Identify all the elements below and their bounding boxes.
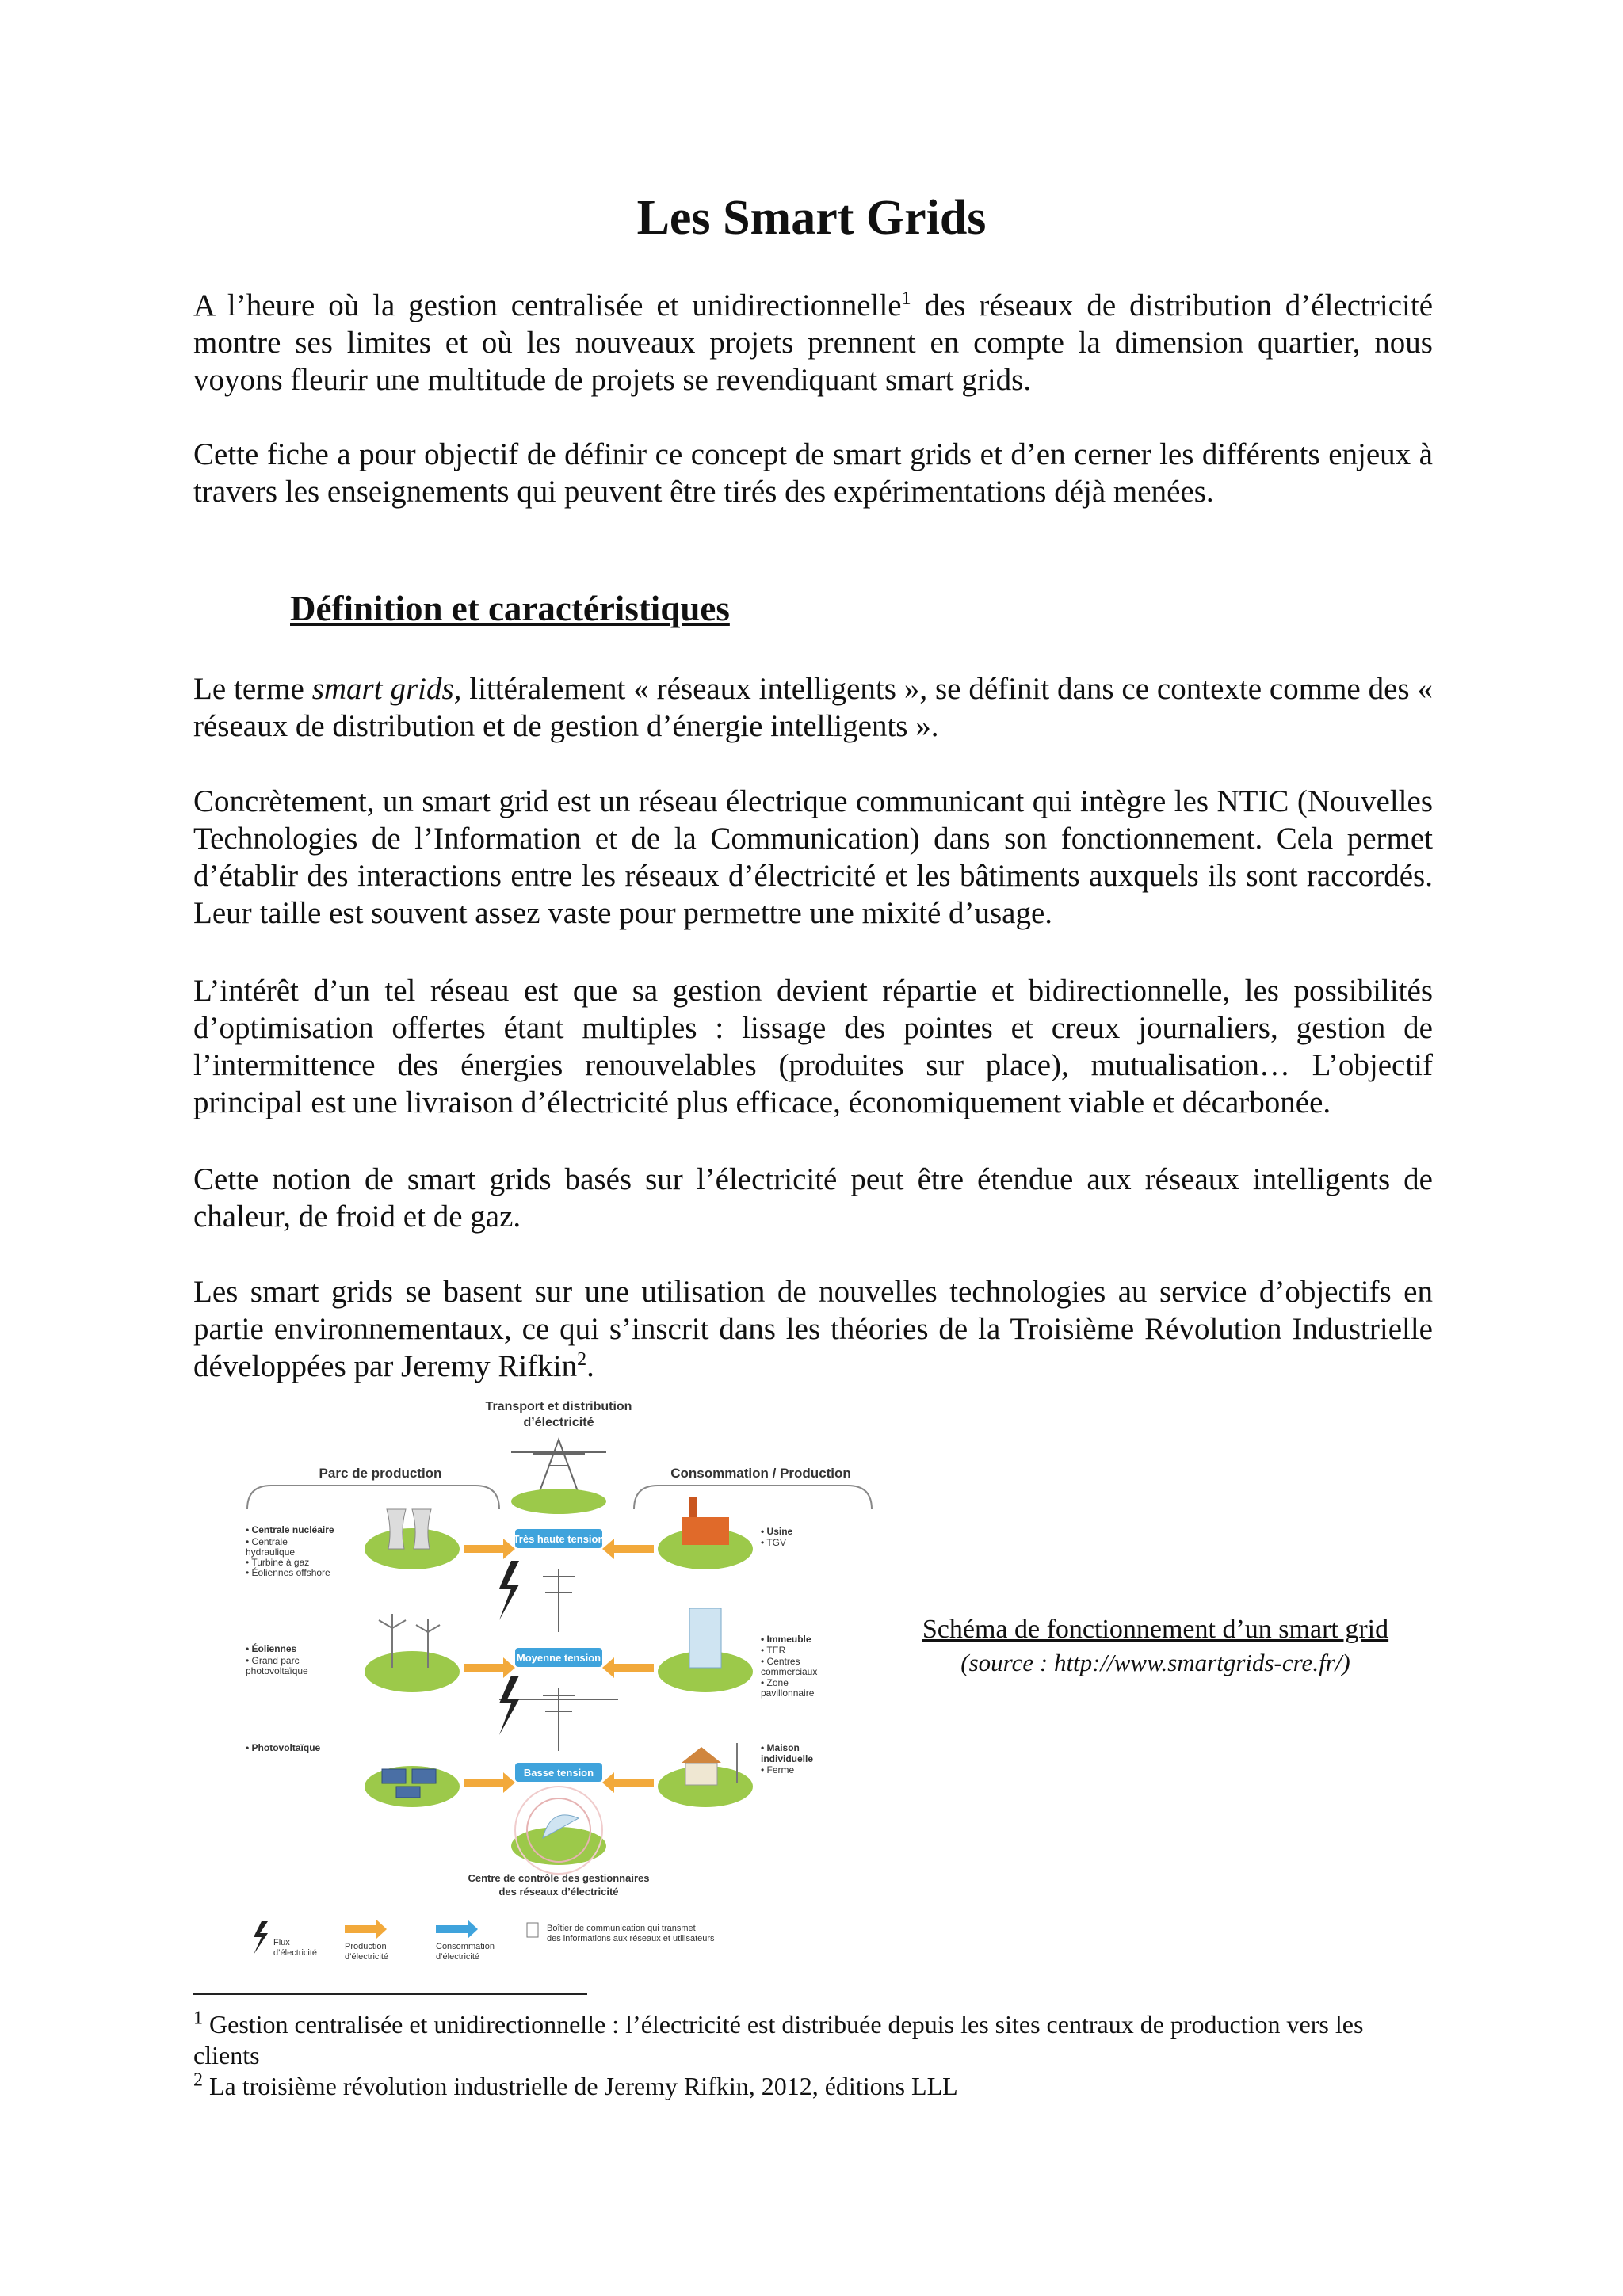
figure-caption xyxy=(878,1612,1433,1679)
cons1-item-2: • TGV xyxy=(761,1537,786,1548)
body-paragraph-1 xyxy=(193,670,1433,745)
cons1-item-1: • Usine xyxy=(761,1526,793,1537)
consumption-bracket xyxy=(634,1486,872,1509)
low-tension-label: Basse tension xyxy=(523,1767,594,1779)
intro-p1-text-end: des réseaux de distribution d’électricité montre ses limites et où les nouveaux projets prennent en compte la dimension quartier, nous voyons fleurir une multitude de projets se revendiquant smart grids. xyxy=(193,288,1434,397)
smart-grid-diagram-svg xyxy=(238,1390,880,1977)
pylon-ground xyxy=(511,1489,606,1514)
cons2-item-5: • Zone xyxy=(761,1677,789,1688)
production-header: Parc de production xyxy=(319,1466,442,1481)
prod1-item-5: • Éoliennes offshore xyxy=(246,1567,330,1578)
prod2-item-2: • Grand parc xyxy=(246,1655,300,1666)
diagram-top-title-2: d’électricité xyxy=(523,1416,594,1429)
legend-flux-2: d’électricité xyxy=(273,1948,318,1958)
legend-cons-2: d’électricité xyxy=(436,1952,480,1962)
body-p3-text-end: , littéralement « réseaux intelligents », se définit dans ce contexte comme des « réseaux de distribution et de gestion d’énergie intelligents ». xyxy=(193,672,1433,743)
legend-box-2: des informations aux réseaux et utilisateurs xyxy=(547,1934,715,1943)
legend-prod-1: Production xyxy=(345,1942,387,1951)
production-arrow xyxy=(602,1772,654,1793)
footnote-1-number: 1 xyxy=(193,2008,203,2029)
caption-source: (source : http://www.smartgrids-cre.fr/) xyxy=(960,1649,1350,1676)
body-paragraph-2: Concrètement, un smart grid est un réseau électrique communicant qui intègre les NTIC (Nouvelles Technologies de l’Information et de la Communication) dans son fonctionnement. Cela permet d’établir des interactions entre les réseaux d’électricité et les bâtiments auxquels ils sont raccordés. Leur taille est souvent assez vaste pour permettre une mixité d’usage. xyxy=(193,784,1433,930)
consumption-list-3 xyxy=(761,1742,813,1775)
prod2-item-1: • Éoliennes xyxy=(246,1643,297,1654)
intro-paragraph-1 xyxy=(193,287,1433,399)
intro-paragraph-2: Cette fiche a pour objectif de définir ce concept de smart grids et d’en cerner les différents enjeux à travers les enseignements qui peuvent être tirés des expérimentations déjà menées. xyxy=(193,437,1433,509)
production-list-1 xyxy=(246,1524,334,1578)
factory-icon xyxy=(682,1497,729,1545)
cooling-tower-icon xyxy=(412,1509,431,1549)
prod1-item-3: hydraulique xyxy=(246,1547,296,1558)
footnote-ref-1: 1 xyxy=(901,288,911,309)
wind-farm-ground xyxy=(365,1651,460,1692)
nuclear-plant-ground xyxy=(365,1528,460,1569)
caption-title: Schéma de fonctionnement d’un smart grid xyxy=(922,1615,1389,1644)
legend-prod-2: d’électricité xyxy=(345,1952,389,1962)
production-arrow xyxy=(464,1772,515,1793)
cooling-tower-icon xyxy=(387,1509,406,1549)
cons2-item-4: commerciaux xyxy=(761,1666,818,1677)
footnote-2-text: La troisième révolution industrielle de Jeremy Rifkin, 2012, éditions LLL xyxy=(203,2072,958,2100)
prod1-item-1: • Centrale nucléaire xyxy=(246,1524,334,1535)
legend-lightning-icon xyxy=(254,1921,268,1955)
low-voltage-pole-icon xyxy=(499,1688,618,1751)
production-bracket xyxy=(247,1486,499,1509)
smart-grid-diagram xyxy=(238,1390,880,1977)
consumption-header: Consommation / Production xyxy=(670,1466,851,1481)
footnote-2 xyxy=(193,2071,1433,2102)
prod1-item-4: • Turbine à gaz xyxy=(246,1557,310,1568)
legend-cons-1: Consommation xyxy=(436,1942,495,1951)
medium-voltage-pole-icon xyxy=(543,1569,575,1632)
legend-flux-1: Flux xyxy=(273,1938,290,1947)
body-p7-text: Les smart grids se basent sur une utilisation de nouvelles technologies au service d’objectifs en partie environnementaux, ce qui s’inscrit dans les théories de la Troisième Révolution Industrielle développées par Jeremy Rifkin xyxy=(193,1275,1433,1383)
diagram-top-title-1: Transport et distribution xyxy=(485,1400,632,1413)
body-paragraph-4: Cette notion de smart grids basés sur l’électricité peut être étendue aux réseaux intelligents de chaleur, de froid et de gaz. xyxy=(193,1162,1433,1234)
cons3-item-3: • Ferme xyxy=(761,1764,795,1775)
legend-box-1: Boîtier de communication qui transmet xyxy=(547,1924,696,1933)
production-arrow xyxy=(464,1539,515,1559)
prod1-item-2: • Centrale xyxy=(246,1536,288,1547)
production-list-3 xyxy=(246,1742,321,1753)
prod3-item-1: • Photovoltaïque xyxy=(246,1742,321,1753)
cons3-item-2: individuelle xyxy=(761,1753,814,1764)
legend-consumption-arrow xyxy=(436,1920,478,1939)
footnote-ref-2: 2 xyxy=(577,1349,587,1370)
body-p7-text-end: . xyxy=(586,1349,594,1383)
cons2-item-6: pavillonnaire xyxy=(761,1688,815,1699)
control-centre-label-1: Centre de contrôle des gestionnaires xyxy=(468,1872,650,1884)
section-heading: Définition et caractéristiques xyxy=(290,589,730,628)
footnote-separator xyxy=(193,1993,587,1995)
footnote-1 xyxy=(193,2009,1433,2071)
smart-grids-term: smart grids xyxy=(311,672,454,706)
lightning-bolt-icon xyxy=(499,1676,519,1735)
footnote-1-text: Gestion centralisée et unidirectionnelle : l’électricité est distribuée depuis les sites centraux de production vers les clients xyxy=(193,2010,1364,2069)
cons2-item-3: • Centres xyxy=(761,1656,800,1667)
body-p3-text: Le terme xyxy=(193,672,312,706)
page-title: Les Smart Grids xyxy=(636,191,987,245)
intro-p1-text: A l’heure où la gestion centralisée et unidirectionnelle xyxy=(193,288,902,322)
consumption-list-1 xyxy=(761,1526,793,1548)
high-voltage-pylon-icon xyxy=(511,1440,606,1493)
cons3-item-1: • Maison xyxy=(761,1742,800,1753)
lightning-bolt-icon xyxy=(499,1561,519,1620)
body-paragraph-3: L’intérêt d’un tel réseau est que sa gestion devient répartie et bidirectionnelle, les possibilités d’optimisation offertes étant multiples : lissage des pointes et creux journaliers, gestion de l’intermittence des énergies renouvelables (produites sur place), mutualisation… L’objectif principal est une livraison d’électricité plus efficace, économiquement viable et décarbonée. xyxy=(193,974,1433,1119)
very-high-tension-label: Très haute tension xyxy=(513,1533,605,1545)
production-list-2 xyxy=(246,1642,308,1676)
cons2-item-1: • Immeuble xyxy=(761,1634,812,1645)
medium-tension-label: Moyenne tension xyxy=(516,1652,601,1664)
consumption-list-2 xyxy=(761,1634,817,1699)
production-arrow xyxy=(464,1657,515,1678)
legend-production-arrow xyxy=(345,1920,387,1939)
footnote-2-number: 2 xyxy=(193,2069,203,2091)
body-paragraph-5 xyxy=(193,1273,1433,1385)
production-arrow xyxy=(602,1539,654,1559)
prod2-item-3: photovoltaïque xyxy=(246,1665,308,1676)
apartment-building-icon xyxy=(689,1608,721,1668)
cons2-item-2: • TER xyxy=(761,1645,786,1656)
production-arrow xyxy=(602,1657,654,1678)
legend-comm-box-icon xyxy=(527,1923,538,1937)
control-centre-label-2: des réseaux d’électricité xyxy=(498,1886,619,1897)
